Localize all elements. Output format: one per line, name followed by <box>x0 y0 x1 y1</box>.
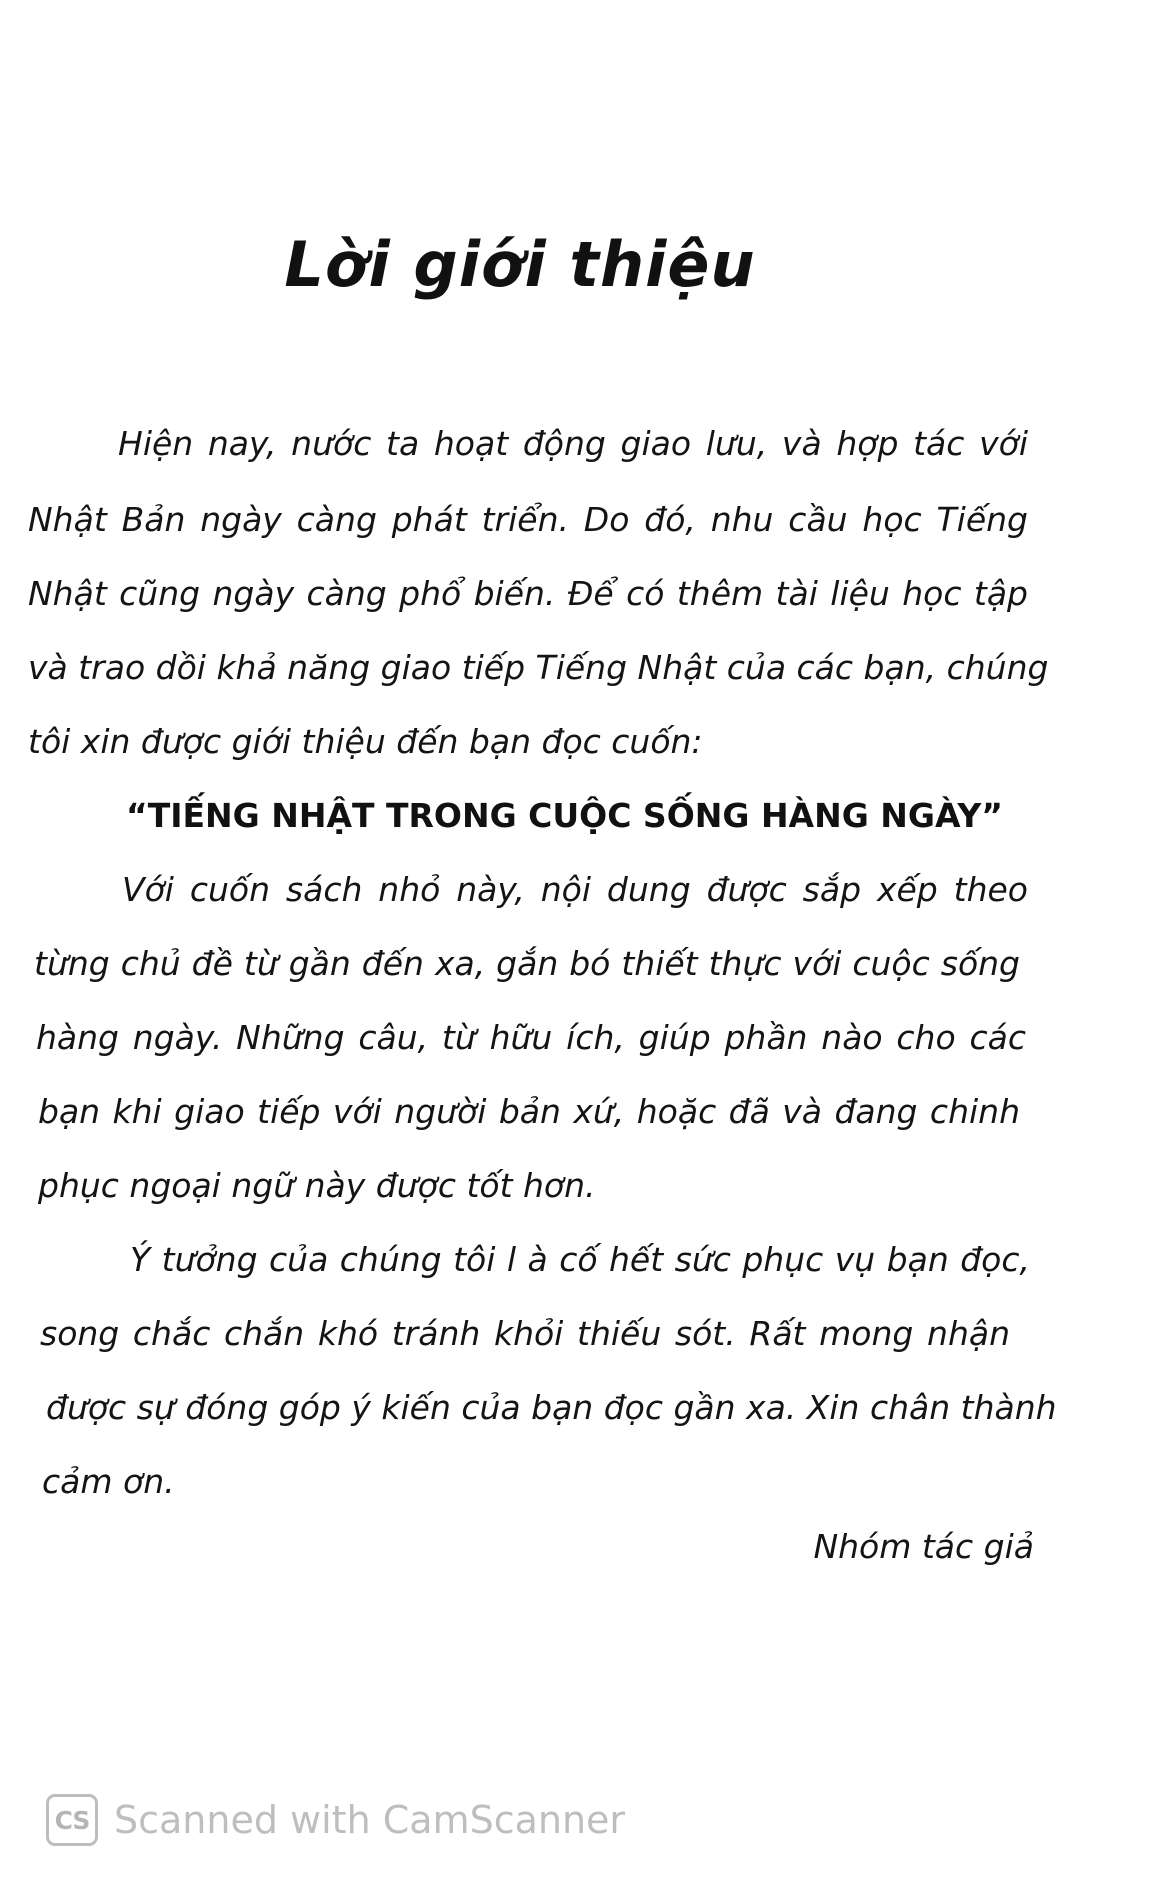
book-title: “TIẾNG NHẬT TRONG CUỘC SỐNG HÀNG NGÀY” <box>126 796 1003 835</box>
camscanner-logo-icon: CS <box>46 1794 98 1846</box>
paragraph-1-line-4: và trao dồi khả năng giao tiếp Tiếng Nhật của các bạn, chúng <box>28 648 1049 687</box>
paragraph-3-line-4: cảm ơn. <box>42 1462 175 1501</box>
paragraph-1-line-5: tôi xin được giới thiệu đến bạn đọc cuốn: <box>28 722 703 761</box>
paragraph-1-line-3: Nhật cũng ngày càng phổ biến. Để có thêm tài liệu học tập <box>28 574 1028 613</box>
paragraph-2-line-1: Với cuốn sách nhỏ này, nội dung được sắp xếp theo <box>122 870 1028 909</box>
watermark-text: Scanned with CamScanner <box>114 1798 626 1842</box>
paragraph-3-line-3: được sự đóng góp ý kiến của bạn đọc gần xa. Xin chân thành <box>46 1388 1057 1427</box>
paragraph-1-line-2: Nhật Bản ngày càng phát triển. Do đó, nhu cầu học Tiếng <box>28 500 1028 539</box>
paragraph-2-line-4: bạn khi giao tiếp với người bản xứ, hoặc đã và đang chinh <box>38 1092 1020 1131</box>
page-title: Lời giới thiệu <box>284 228 756 301</box>
paragraph-1-line-1: Hiện nay, nước ta hoạt động giao lưu, và hợp tác với <box>118 424 1028 463</box>
paragraph-2-line-3: hàng ngày. Những câu, từ hữu ích, giúp phần nào cho các <box>36 1018 1026 1057</box>
camscanner-watermark <box>46 1794 625 1846</box>
paragraph-2-line-5: phục ngoại ngữ này được tốt hơn. <box>38 1166 596 1205</box>
paragraph-2-line-2: từng chủ đề từ gần đến xa, gắn bó thiết thực với cuộc sống <box>34 944 1020 983</box>
paragraph-3-line-2: song chắc chắn khó tránh khỏi thiếu sót. Rất mong nhận <box>40 1314 1010 1353</box>
paragraph-3-line-1: Ý tưởng của chúng tôi l à cố hết sức phục vụ bạn đọc, <box>130 1240 1030 1279</box>
author-signature: Nhóm tác giả <box>813 1527 1034 1566</box>
